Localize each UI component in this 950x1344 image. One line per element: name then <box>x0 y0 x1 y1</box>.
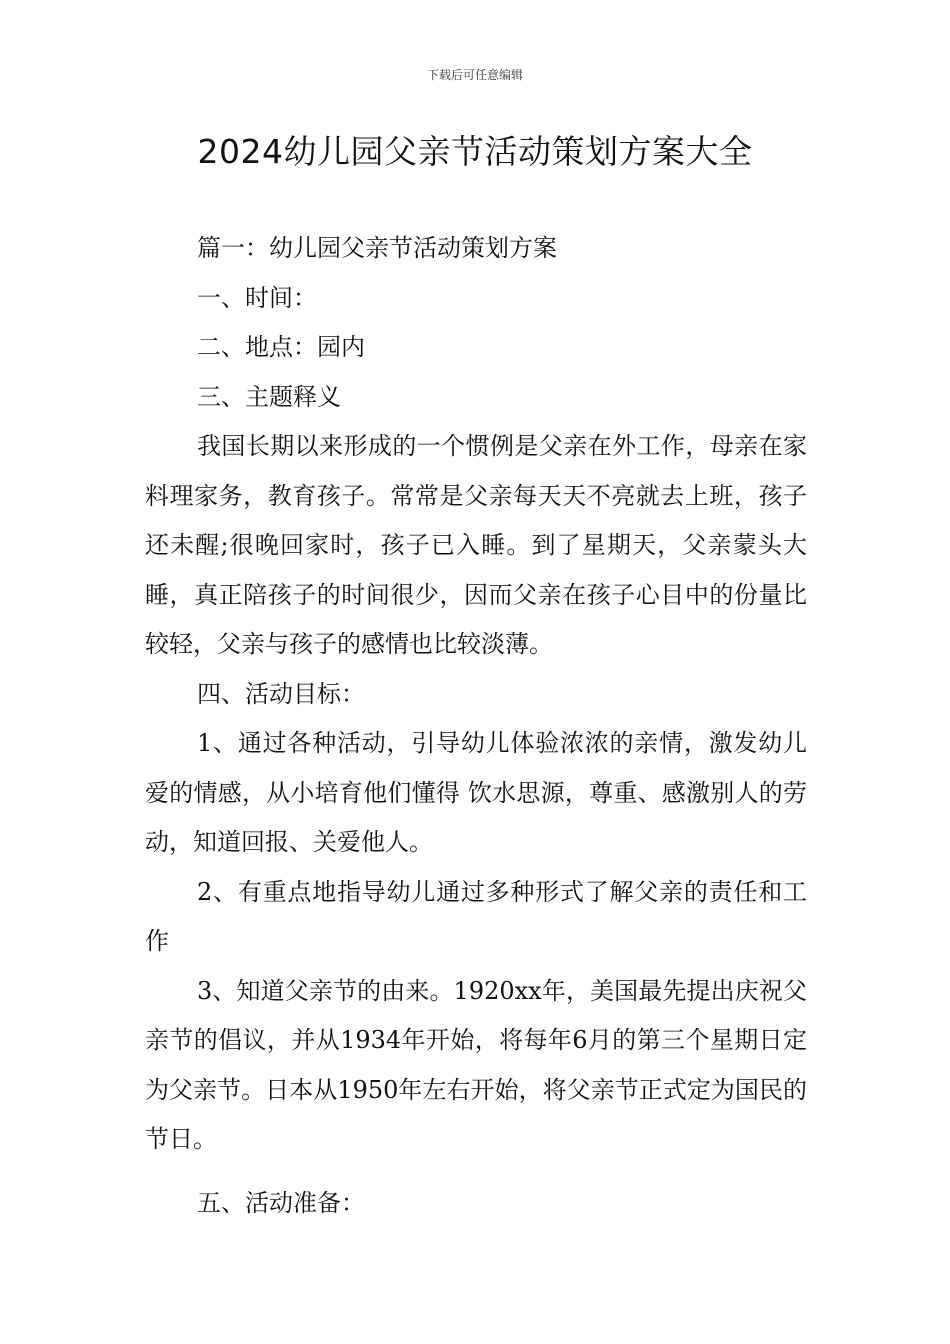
document-title: 2024幼儿园父亲节活动策划方案大全 <box>197 132 753 171</box>
item-time: 一、时间： <box>197 283 317 312</box>
goal-1-paragraph: 1、通过各种活动，引导幼儿体验浓浓的亲情，激发幼儿爱的情感，从小培育他们懂得 饮水思源，尊重、感激别人的劳动，知道回报、关爱他人。 <box>145 729 807 856</box>
theme-paragraph: 我国长期以来形成的一个惯例是父亲在外工作，母亲在家料理家务，教育孩子。常常是父亲每天天不亮就去上班，孩子还未醒;很晚回家时，孩子已入睡。到了星期天，父亲蒙头大睡，真正陪孩子的时间很少，因而父亲在孩子心目中的份量比较轻，父亲与孩子的感情也比较淡薄。 <box>145 432 807 658</box>
item-goals-heading: 四、活动目标： <box>197 679 365 708</box>
item-preparation-heading: 五、活动准备： <box>197 1188 365 1217</box>
goal-3-paragraph: 3、知道父亲节的由来。1920xx年，美国最先提出庆祝父亲节的倡议，并从1934年开始，将每年6月的第三个星期日定为父亲节。日本从1950年左右开始，将父亲节正式定为国民的节日。 <box>145 976 807 1153</box>
item-location: 二、地点：园内 <box>197 333 365 361</box>
section-heading-part-one: 篇一：幼儿园父亲节活动策划方案 <box>197 234 557 262</box>
goal-2-paragraph: 2、有重点地指导幼儿通过多种形式了解父亲的责任和工作 <box>145 877 807 955</box>
header-note: 下载后可任意编辑 <box>426 68 523 82</box>
document-body <box>145 224 807 1228</box>
item-theme-heading: 三、主题释义 <box>197 382 341 411</box>
